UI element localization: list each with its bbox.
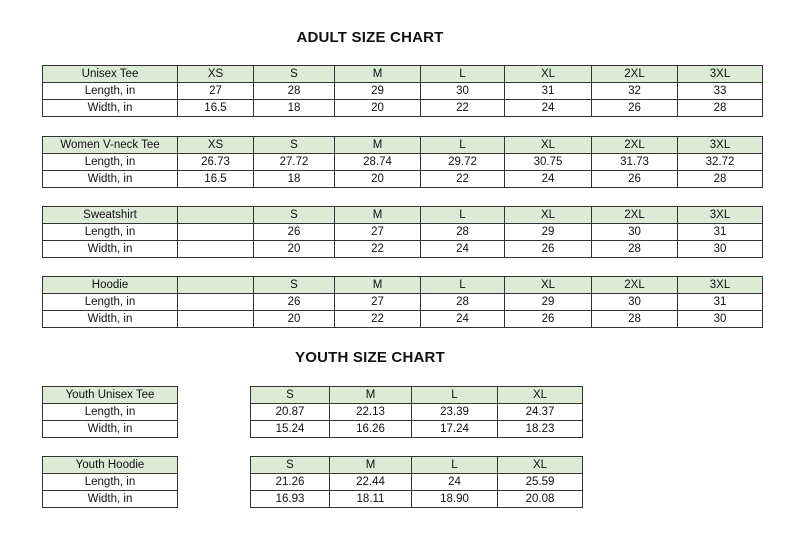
measurement-value: 28 bbox=[254, 83, 335, 100]
size-header-cell: M bbox=[330, 457, 412, 474]
size-header-cell: XL bbox=[505, 137, 592, 154]
size-header-cell: 3XL bbox=[678, 277, 763, 294]
measurement-label: Width, in bbox=[43, 311, 178, 328]
youth-value-table bbox=[250, 456, 583, 508]
youth-size-chart-title: YOUTH SIZE CHART bbox=[295, 349, 445, 366]
measurement-label: Length, in bbox=[43, 294, 178, 311]
size-header-cell: M bbox=[335, 66, 421, 83]
measurement-value: 20 bbox=[254, 311, 335, 328]
measurement-value: 23.39 bbox=[412, 404, 498, 421]
measurement-value: 26 bbox=[505, 241, 592, 258]
measurement-value bbox=[178, 294, 254, 311]
measurement-value: 18 bbox=[254, 100, 335, 117]
measurement-value: 18 bbox=[254, 171, 335, 188]
size-header-cell: XL bbox=[505, 277, 592, 294]
measurement-value: 18.23 bbox=[498, 421, 583, 438]
size-header-cell: L bbox=[412, 457, 498, 474]
measurement-value: 16.5 bbox=[178, 100, 254, 117]
measurement-value: 16.5 bbox=[178, 171, 254, 188]
measurement-label: Length, in bbox=[43, 474, 178, 491]
measurement-value: 26 bbox=[254, 224, 335, 241]
measurement-value: 24.37 bbox=[498, 404, 583, 421]
size-header-cell: S bbox=[251, 387, 330, 404]
product-name-cell: Youth Hoodie bbox=[43, 457, 178, 474]
size-header-cell bbox=[178, 207, 254, 224]
size-header-cell: S bbox=[254, 207, 335, 224]
size-header-cell: L bbox=[412, 387, 498, 404]
size-header-cell: S bbox=[254, 66, 335, 83]
measurement-value bbox=[178, 311, 254, 328]
measurement-value: 29 bbox=[335, 83, 421, 100]
measurement-value: 30.75 bbox=[505, 154, 592, 171]
size-header-cell: 3XL bbox=[678, 207, 763, 224]
measurement-value: 18.11 bbox=[330, 491, 412, 508]
product-name-cell: Youth Unisex Tee bbox=[43, 387, 178, 404]
measurement-row bbox=[251, 474, 583, 491]
measurement-value: 20.08 bbox=[498, 491, 583, 508]
measurement-value: 30 bbox=[592, 294, 678, 311]
measurement-value: 30 bbox=[678, 311, 763, 328]
measurement-row bbox=[43, 154, 763, 171]
measurement-row bbox=[251, 491, 583, 508]
size-header-cell: M bbox=[335, 277, 421, 294]
measurement-value: 28 bbox=[421, 294, 505, 311]
measurement-value: 32.72 bbox=[678, 154, 763, 171]
measurement-value: 18.90 bbox=[412, 491, 498, 508]
size-header-cell: L bbox=[421, 277, 505, 294]
measurement-value: 24 bbox=[421, 311, 505, 328]
measurement-value: 28.74 bbox=[335, 154, 421, 171]
measurement-value: 20 bbox=[254, 241, 335, 258]
product-name-cell: Women V-neck Tee bbox=[43, 137, 178, 154]
size-header-cell: L bbox=[421, 207, 505, 224]
measurement-value: 25.59 bbox=[498, 474, 583, 491]
measurement-row bbox=[43, 224, 763, 241]
youth-value-table bbox=[250, 386, 583, 438]
measurement-value: 16.26 bbox=[330, 421, 412, 438]
measurement-value: 22 bbox=[335, 311, 421, 328]
size-header-cell: 2XL bbox=[592, 277, 678, 294]
size-header-cell: M bbox=[335, 137, 421, 154]
size-header-cell: S bbox=[254, 137, 335, 154]
size-header-cell: XL bbox=[498, 457, 583, 474]
product-name-cell: Hoodie bbox=[43, 277, 178, 294]
measurement-value: 20 bbox=[335, 100, 421, 117]
measurement-value: 26.73 bbox=[178, 154, 254, 171]
measurement-value: 33 bbox=[678, 83, 763, 100]
measurement-value: 30 bbox=[678, 241, 763, 258]
size-header-cell: 3XL bbox=[678, 66, 763, 83]
size-header-cell: L bbox=[421, 137, 505, 154]
measurement-value: 21.26 bbox=[251, 474, 330, 491]
youth-label-table bbox=[42, 456, 178, 508]
measurement-value: 22 bbox=[421, 100, 505, 117]
measurement-label: Width, in bbox=[43, 241, 178, 258]
measurement-value: 28 bbox=[678, 100, 763, 117]
measurement-value: 26 bbox=[592, 100, 678, 117]
size-header-cell: XS bbox=[178, 137, 254, 154]
size-header-cell: 2XL bbox=[592, 66, 678, 83]
size-header-cell: XL bbox=[498, 387, 583, 404]
measurement-value: 22.13 bbox=[330, 404, 412, 421]
measurement-row bbox=[43, 100, 763, 117]
measurement-value: 22 bbox=[421, 171, 505, 188]
size-header-cell: M bbox=[330, 387, 412, 404]
measurement-value bbox=[178, 241, 254, 258]
measurement-value bbox=[178, 224, 254, 241]
size-header-cell: XL bbox=[505, 66, 592, 83]
measurement-row bbox=[43, 171, 763, 188]
measurement-value: 31 bbox=[505, 83, 592, 100]
measurement-value: 28 bbox=[592, 311, 678, 328]
adult-size-table bbox=[42, 136, 763, 188]
measurement-row bbox=[43, 311, 763, 328]
size-header-cell: S bbox=[254, 277, 335, 294]
measurement-value: 24 bbox=[412, 474, 498, 491]
measurement-row bbox=[43, 241, 763, 258]
adult-size-chart-title: ADULT SIZE CHART bbox=[296, 29, 444, 46]
size-header-cell bbox=[178, 277, 254, 294]
measurement-label: Width, in bbox=[43, 491, 178, 508]
youth-label-table bbox=[42, 386, 178, 438]
adult-size-table bbox=[42, 276, 763, 328]
measurement-value: 27 bbox=[335, 294, 421, 311]
measurement-value: 30 bbox=[592, 224, 678, 241]
measurement-value: 27 bbox=[178, 83, 254, 100]
measurement-label: Width, in bbox=[43, 421, 178, 438]
size-header-cell: 2XL bbox=[592, 207, 678, 224]
measurement-value: 20 bbox=[335, 171, 421, 188]
product-name-cell: Sweatshirt bbox=[43, 207, 178, 224]
measurement-label: Length, in bbox=[43, 224, 178, 241]
measurement-value: 27 bbox=[335, 224, 421, 241]
measurement-value: 22 bbox=[335, 241, 421, 258]
adult-size-table bbox=[42, 206, 763, 258]
size-header-cell: L bbox=[421, 66, 505, 83]
measurement-value: 31 bbox=[678, 294, 763, 311]
measurement-value: 29.72 bbox=[421, 154, 505, 171]
measurement-value: 28 bbox=[421, 224, 505, 241]
measurement-value: 32 bbox=[592, 83, 678, 100]
size-header-cell: 2XL bbox=[592, 137, 678, 154]
measurement-row bbox=[43, 83, 763, 100]
measurement-value: 20.87 bbox=[251, 404, 330, 421]
measurement-value: 17.24 bbox=[412, 421, 498, 438]
measurement-value: 31 bbox=[678, 224, 763, 241]
measurement-value: 24 bbox=[421, 241, 505, 258]
measurement-value: 31.73 bbox=[592, 154, 678, 171]
measurement-value: 28 bbox=[592, 241, 678, 258]
measurement-value: 26 bbox=[254, 294, 335, 311]
measurement-label: Length, in bbox=[43, 83, 178, 100]
measurement-row bbox=[251, 421, 583, 438]
measurement-label: Width, in bbox=[43, 171, 178, 188]
product-name-cell: Unisex Tee bbox=[43, 66, 178, 83]
measurement-label: Width, in bbox=[43, 100, 178, 117]
measurement-label: Length, in bbox=[43, 404, 178, 421]
size-header-cell: XS bbox=[178, 66, 254, 83]
measurement-label: Length, in bbox=[43, 154, 178, 171]
size-header-cell: 3XL bbox=[678, 137, 763, 154]
measurement-value: 24 bbox=[505, 171, 592, 188]
measurement-value: 15.24 bbox=[251, 421, 330, 438]
measurement-value: 29 bbox=[505, 224, 592, 241]
measurement-value: 26 bbox=[592, 171, 678, 188]
size-header-cell: M bbox=[335, 207, 421, 224]
measurement-value: 27.72 bbox=[254, 154, 335, 171]
size-header-cell: S bbox=[251, 457, 330, 474]
measurement-row bbox=[43, 294, 763, 311]
size-header-cell: XL bbox=[505, 207, 592, 224]
measurement-value: 26 bbox=[505, 311, 592, 328]
measurement-value: 24 bbox=[505, 100, 592, 117]
measurement-value: 22.44 bbox=[330, 474, 412, 491]
measurement-value: 30 bbox=[421, 83, 505, 100]
measurement-value: 28 bbox=[678, 171, 763, 188]
measurement-row bbox=[251, 404, 583, 421]
measurement-value: 29 bbox=[505, 294, 592, 311]
measurement-value: 16.93 bbox=[251, 491, 330, 508]
adult-size-table bbox=[42, 65, 763, 117]
